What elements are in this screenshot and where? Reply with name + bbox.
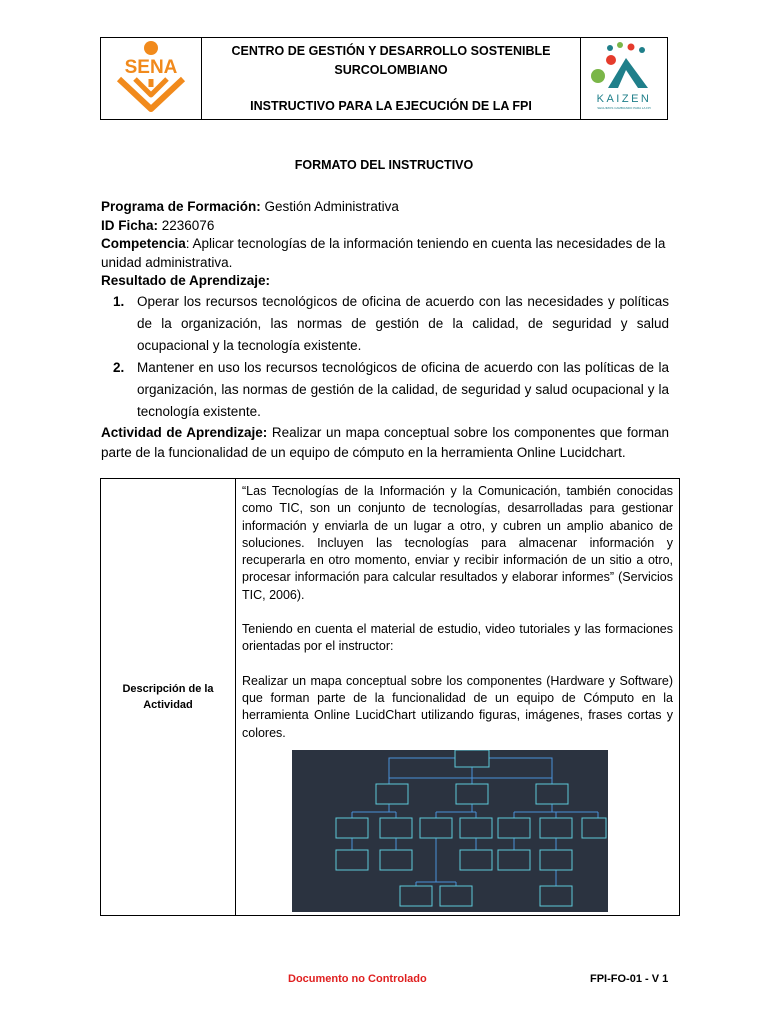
- activity-paragraph-2: Teniendo en cuenta el material de estudio, video tutoriales y las formaciones orientadas por el instructor:: [242, 622, 673, 654]
- resultados-list: [101, 291, 669, 423]
- ficha-value: 2236076: [158, 217, 215, 233]
- list-item: [101, 357, 669, 423]
- sena-logo: [105, 39, 197, 113]
- actividad-label: Actividad de Aprendizaje:: [101, 424, 268, 440]
- header-title-cell: [202, 38, 581, 120]
- header-title-line3: INSTRUCTIVO PARA LA EJECUCIÓN DE LA FPI: [250, 98, 532, 113]
- programa-value: Gestión Administrativa: [260, 199, 399, 214]
- resultado-text: Operar los recursos tecnológicos de oficina de acuerdo con las necesidades y políticas de la organización, las normas de gestión de la calidad, de seguridad y salud ocupacional y la tecnología existente.: [137, 293, 669, 353]
- kaizen-logo: [584, 38, 664, 114]
- header-table: [100, 37, 668, 120]
- ficha-label: ID Ficha:: [101, 217, 159, 233]
- competencia-line: [101, 235, 669, 272]
- resultado-number: 2.: [113, 359, 125, 375]
- kaizen-logo-cell: [581, 38, 668, 120]
- kaizen-logo-tagline: SEGUIMOS CAMBIANDO PARA LA FPI: [597, 106, 651, 110]
- activity-label-cell: Descripción de la Actividad: [101, 479, 236, 916]
- kaizen-logo-text: KAIZEN: [596, 93, 652, 105]
- activity-paragraph-3: Realizar un mapa conceptual sobre los componentes (Hardware y Software) que forman parte de la funcionalidad de un equipo de Cómputo en la herramienta Online LucidChart utilizando figuras, imágenes, frases cortas y colores.: [242, 673, 673, 740]
- resultado-label: Resultado de Aprendizaje:: [101, 273, 271, 288]
- sena-logo-cell: [101, 38, 202, 120]
- activity-content-cell: [236, 479, 680, 916]
- sena-logo-text: SENA: [124, 57, 178, 78]
- document-body: [101, 198, 669, 463]
- footer-code: FPI-FO-01 - V 1: [590, 973, 669, 985]
- competencia-label: Competencia: [101, 236, 186, 251]
- actividad-line: [101, 423, 669, 463]
- activity-paragraph-1: “Las Tecnologías de la Información y la Comunicación, también conocidas como TIC, son un conjunto de tecnologías, desarrolladas para gestionar información y enviarla de un lugar a otro, y cubren un amplio abanico de soluciones. Incluyen las tecnologías para almacenar información y recuperarla en otro momento, enviar y recibir información de un sitio a otro, procesar información para calcular resultados y elaborar informes” (Servicios TIC, 2006).: [242, 484, 673, 602]
- activity-table: [100, 478, 680, 916]
- resultado-number: 1.: [113, 293, 125, 309]
- resultado-text: Mantener en uso los recursos tecnológicos de oficina de acuerdo con las políticas de la organización, las normas de gestión de la calidad, de seguridad y salud ocupacional y la tecnología existente.: [137, 359, 669, 419]
- document-title: FORMATO DEL INSTRUCTIVO: [294, 158, 474, 172]
- actividad-value: Realizar un mapa conceptual sobre los componentes que forman parte de la funcionalidad de un equipo de cómputo en la herramienta Online Lucidchart.: [101, 424, 670, 460]
- list-item: [101, 291, 669, 357]
- programa-line: [101, 198, 669, 217]
- footer-uncontrolled: Documento no Controlado: [288, 973, 427, 985]
- header-title-line1: CENTRO DE GESTIÓN Y DESARROLLO SOSTENIBLE: [231, 43, 551, 58]
- programa-label: Programa de Formación:: [101, 199, 261, 214]
- header-title-line2: SURCOLOMBIANO: [334, 62, 448, 77]
- competencia-value: : Aplicar tecnologías de la información teniendo en cuenta las necesidades de la unidad administrativa.: [101, 236, 666, 270]
- ficha-line: [101, 217, 669, 236]
- concept-map-image: [292, 750, 608, 912]
